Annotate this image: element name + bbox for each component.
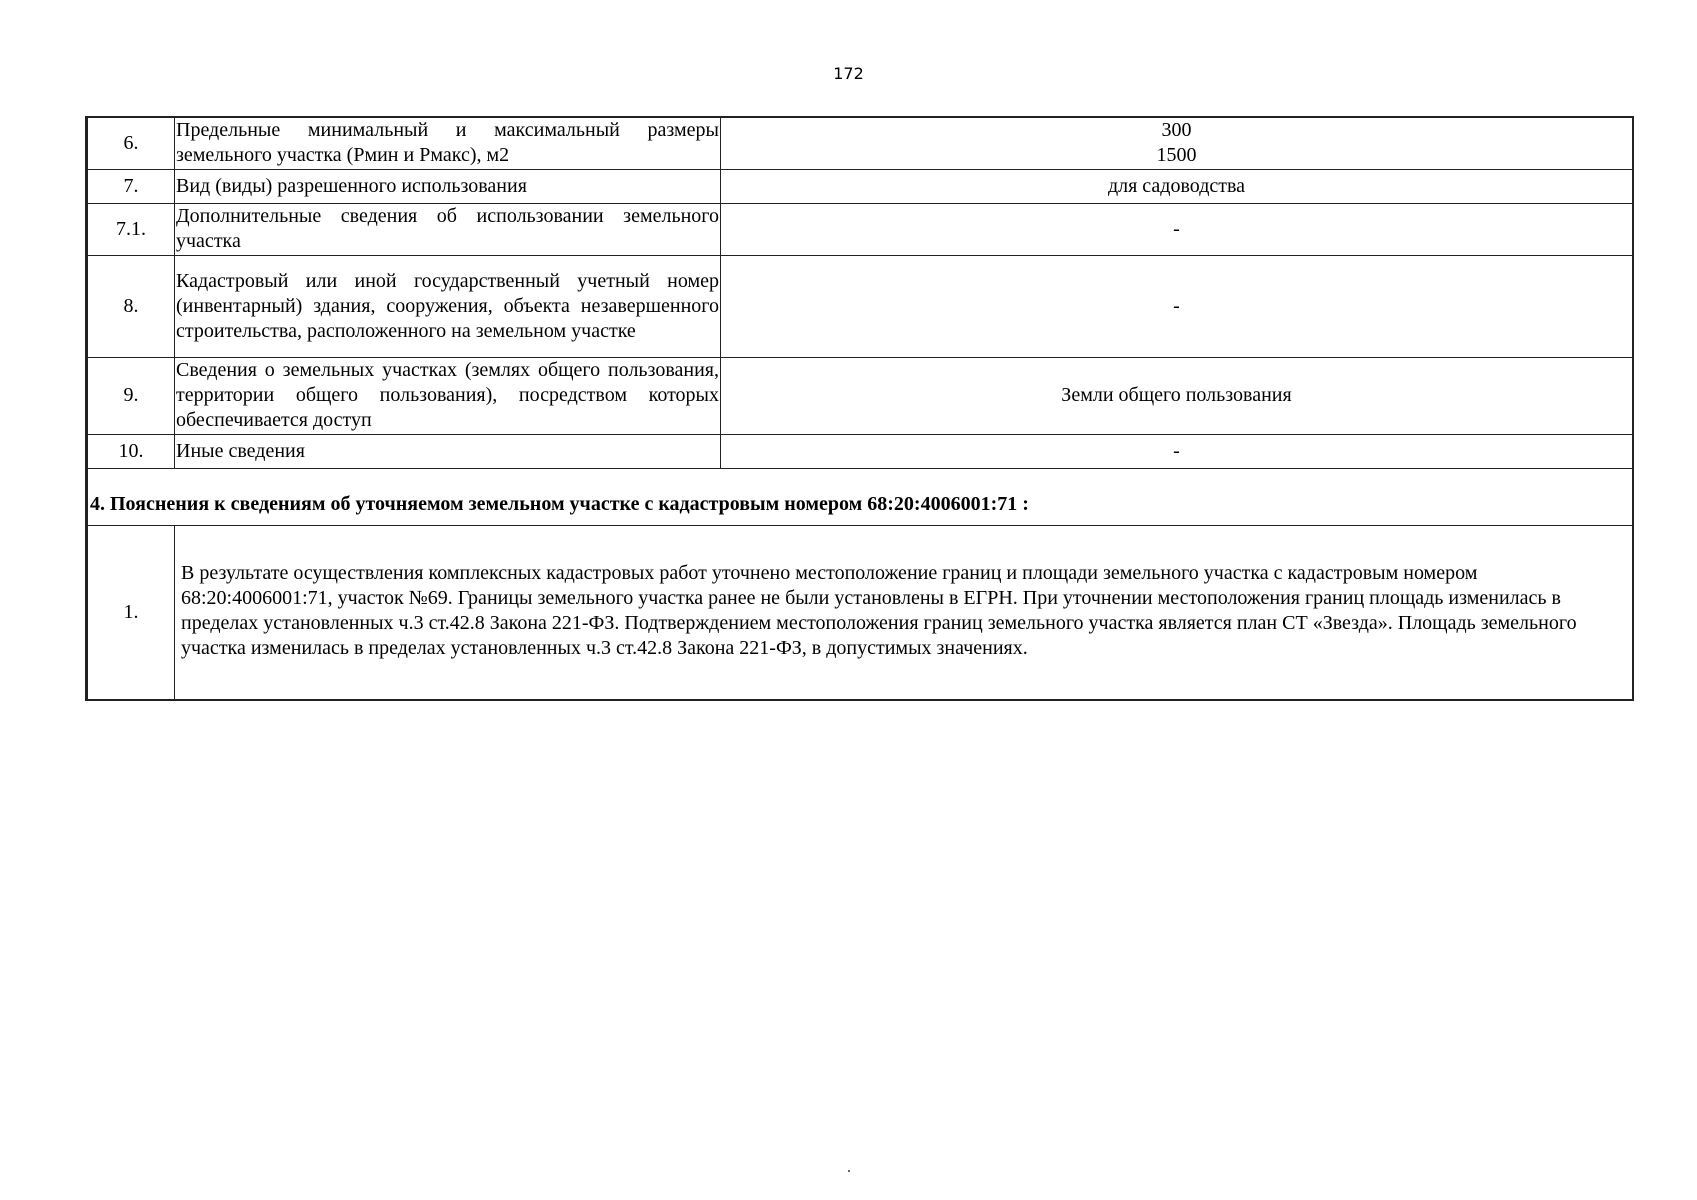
row-value: для садоводства <box>721 169 1634 203</box>
table-row <box>87 434 1634 468</box>
row-value: - <box>721 203 1634 255</box>
row-number: 8. <box>87 255 175 357</box>
section-heading-row <box>87 468 1634 525</box>
max-size-value: 1500 <box>1156 144 1197 167</box>
row-label: Дополнительные сведения об использовании земельного участка <box>175 203 721 255</box>
table-row <box>87 203 1634 255</box>
section-4-heading: 4. Пояснения к сведениям об уточняемом земельном участке с кадастровым номером 68:20:4006001:71 : <box>87 468 1634 525</box>
row-value <box>721 117 1634 169</box>
note-text: В результате осуществления комплексных кадастровых работ уточнено местоположение границ и площади земельного участка с кадастровым номером 68:20:4006001:71, участок №69. Границы земельного участка ранее не были установлены в ЕГРН. При уточнении местоположения границ площадь изменилась в пределах установленных ч.3 ст.42.8 Закона 221-ФЗ. Подтверждением местоположения границ земельного участка является план СТ «Звезда». Площадь земельного участка изменилась в пределах установленных ч.3 ст.42.8 Закона 221-ФЗ, в допустимых значениях. <box>175 525 1634 700</box>
table-row <box>87 117 1634 169</box>
row-number: 7. <box>87 169 175 203</box>
row-label: Кадастровый или иной государственный учетный номер (инвентарный) здания, сооружения, объекта незавершенного строительства, расположенного на земельном участке <box>175 255 721 357</box>
row-number: 10. <box>87 434 175 468</box>
row-value: Земли общего пользования <box>721 357 1634 434</box>
table-row <box>87 169 1634 203</box>
row-number: 6. <box>87 117 175 169</box>
row-value: - <box>721 255 1634 357</box>
row-number: 9. <box>87 357 175 434</box>
row-label: Иные сведения <box>175 434 721 468</box>
land-plot-info-table <box>85 116 1634 701</box>
page-number: 172 <box>833 64 864 83</box>
scan-artifact <box>848 1170 850 1172</box>
row-value: - <box>721 434 1634 468</box>
min-size-value: 300 <box>1161 119 1192 142</box>
table-row <box>87 357 1634 434</box>
note-number: 1. <box>87 525 175 700</box>
table-row <box>87 525 1634 700</box>
row-number: 7.1. <box>87 203 175 255</box>
row-label: Вид (виды) разрешенного использования <box>175 169 721 203</box>
table-row <box>87 255 1634 357</box>
row-label: Сведения о земельных участках (землях общего пользования, территории общего пользования), посредством которых обеспечивается доступ <box>175 357 721 434</box>
row-label: Предельные минимальный и максимальный размеры земельного участка (Pмин и Pмакс), м2 <box>175 117 721 169</box>
